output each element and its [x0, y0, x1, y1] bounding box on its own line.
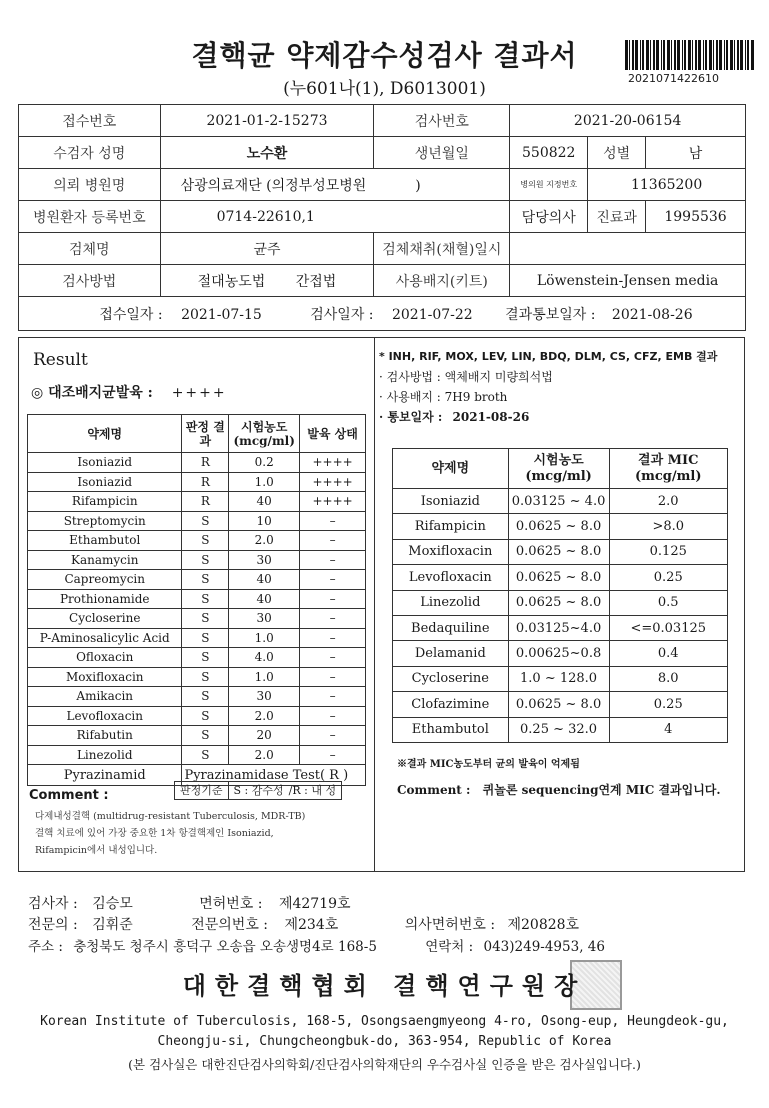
mic-cell-mic: 0.25	[609, 692, 728, 717]
mic-cell-mic: >8.0	[609, 514, 728, 539]
mic-col-range: 시험농도 (mcg/ml)	[508, 449, 609, 489]
mic-cell-drug: Isoniazid	[393, 489, 509, 514]
mic-cell-range: 0.03125 ~ 4.0	[508, 489, 609, 514]
table-row	[393, 565, 728, 590]
cell-conc: 10	[229, 511, 300, 531]
table-row	[28, 726, 366, 746]
received-label: 접수일자 :	[99, 306, 163, 323]
barcode-bar	[745, 40, 746, 70]
cell-conc: 40	[229, 492, 300, 512]
footer-examiner-row	[28, 893, 351, 913]
cell-drug: Streptomycin	[28, 511, 182, 531]
cell-result: S	[182, 648, 229, 668]
barcode-bar	[740, 40, 743, 70]
table-row	[28, 745, 366, 765]
cell-conc: 40	[229, 589, 300, 609]
barcode-image	[625, 40, 755, 70]
cell-result: S	[182, 687, 229, 707]
barcode-bar	[737, 40, 739, 70]
specialist-label: 전문의 :	[28, 917, 78, 933]
cell-conc: 30	[229, 687, 300, 707]
mic-col-result: 결과 MIC (mcg/ml)	[609, 449, 728, 489]
test-no-label: 검사번호	[374, 105, 510, 137]
mic-note: ※결과 MIC농도부터 균의 발육이 억제됨	[397, 759, 580, 770]
barcode-bar	[635, 40, 638, 70]
cell-drug: Cycloserine	[28, 609, 182, 629]
cell-drug: Moxifloxacin	[28, 667, 182, 687]
footer-specialist-row	[28, 914, 579, 934]
method-indirect: 간접법	[295, 273, 337, 290]
mic-cell-mic: 0.4	[609, 641, 728, 666]
barcode-bar	[692, 40, 693, 70]
reception-no: 2021-01-2-15273	[160, 105, 374, 137]
reported-date: 2021-08-26	[611, 306, 693, 323]
specialist-name: 김휘준	[92, 917, 133, 933]
control-growth	[31, 382, 227, 402]
address-en-line1: Korean Institute of Tuberculosis, 168-5, Osongsaengmyeong 4-ro, Osong-eup, Heungdeok-gu,	[40, 1014, 729, 1029]
table-row	[28, 550, 366, 570]
mic-method: · 검사방법 : 액체배지 미량희석법	[379, 370, 553, 384]
cell-conc: 0.2	[229, 453, 300, 473]
doctor-cell	[510, 201, 588, 233]
panel-divider	[374, 338, 375, 871]
cell-growth: –	[300, 570, 366, 590]
table-row	[393, 692, 728, 717]
left-comment-text	[35, 808, 365, 859]
hospital: 삼광의료재단 (의정부성모병원 )	[160, 169, 510, 201]
header-table	[18, 104, 746, 331]
table-row	[393, 539, 728, 564]
cell-drug: Levofloxacin	[28, 706, 182, 726]
cell-drug: Kanamycin	[28, 550, 182, 570]
cell-result: S	[182, 628, 229, 648]
control-growth-label: ◎ 대조배지균발육 :	[31, 385, 153, 401]
barcode-bar	[730, 40, 733, 70]
cell-drug: Isoniazid	[28, 453, 182, 473]
cell-drug: Linezolid	[28, 745, 182, 765]
col-result: 판정 결과	[182, 415, 229, 453]
reported-label: 결과통보일자 :	[505, 306, 596, 323]
patient-reg-label: 병원환자 등록번호	[19, 201, 161, 233]
test-no: 2021-20-06154	[510, 105, 746, 137]
col-drug: 약제명	[28, 415, 182, 453]
method-label: 검사방법	[19, 265, 161, 297]
barcode-bar	[695, 40, 697, 70]
cell-drug: P-Aminosalicylic Acid	[28, 628, 182, 648]
mic-cell-mic: 8.0	[609, 666, 728, 691]
table-row	[28, 531, 366, 551]
cell-conc: 20	[229, 726, 300, 746]
cell-growth: –	[300, 726, 366, 746]
barcode-bar	[688, 40, 691, 70]
mic-cell-drug: Linezolid	[393, 590, 509, 615]
pza-drug: Pyrazinamid	[28, 765, 182, 786]
barcode-bar	[642, 40, 644, 70]
mic-cell-drug: Ethambutol	[393, 717, 509, 742]
mic-comment-label: Comment :	[397, 783, 471, 797]
cell-result: S	[182, 570, 229, 590]
certification-note: (본 검사실은 대한진단검사의학회/진단검사의학재단의 우수검사실 인증을 받은 검사실입니다.)	[128, 1057, 641, 1072]
method-absolute: 절대농도법	[197, 273, 266, 290]
mic-cell-drug: Rifampicin	[393, 514, 509, 539]
mic-drug-list: * INH, RIF, MOX, LEV, LIN, BDQ, DLM, CS, CFZ, EMB 결과	[379, 350, 718, 363]
cell-result: S	[182, 609, 229, 629]
specialist-no-label: 전문의번호 :	[191, 917, 269, 933]
cell-result: R	[182, 472, 229, 492]
barcode-bar	[640, 40, 641, 70]
table-row	[393, 615, 728, 640]
dob: 550822	[510, 137, 588, 169]
cell-conc: 30	[229, 550, 300, 570]
table-row	[28, 472, 366, 492]
cell-drug: Prothionamide	[28, 589, 182, 609]
cell-growth: –	[300, 648, 366, 668]
mic-cell-mic: 4	[609, 717, 728, 742]
medium: Löwenstein-Jensen media	[510, 265, 746, 297]
barcode-bar	[671, 40, 672, 70]
cell-result: S	[182, 726, 229, 746]
collection	[510, 233, 746, 265]
mic-cell-mic: 0.5	[609, 590, 728, 615]
cell-result: S	[182, 706, 229, 726]
pza-result: Pyrazinamidase Test( R )	[182, 765, 366, 786]
control-growth-value: ++++	[171, 385, 227, 401]
dept: 1995536	[646, 201, 746, 233]
cell-conc: 1.0	[229, 628, 300, 648]
table-row	[28, 706, 366, 726]
barcode-bar	[650, 40, 651, 70]
mic-cell-drug: Cycloserine	[393, 666, 509, 691]
table-row	[393, 666, 728, 691]
tested-date: 2021-07-22	[391, 306, 473, 323]
collection-label: 검체채취(채혈)일시	[374, 233, 510, 265]
contact-label: 연락처 :	[425, 939, 474, 955]
cell-growth: –	[300, 706, 366, 726]
cell-result: S	[182, 511, 229, 531]
reception-no-label: 접수번호	[19, 105, 161, 137]
address-label: 주소 :	[28, 939, 63, 955]
cell-growth: ++++	[300, 453, 366, 473]
cell-growth: –	[300, 667, 366, 687]
hospital-label: 의뢰 병원명	[19, 169, 161, 201]
cell-conc: 2.0	[229, 745, 300, 765]
mic-comment-text: 퀴놀론 sequencing연계 MIC 결과입니다.	[482, 783, 721, 797]
mic-cell-range: 0.25 ~ 32.0	[508, 717, 609, 742]
barcode-number: 2021071422610	[628, 72, 719, 85]
cell-growth: –	[300, 511, 366, 531]
barcode-bar	[747, 40, 749, 70]
col-growth: 발육 상태	[300, 415, 366, 453]
barcode-bar	[663, 40, 665, 70]
barcode-bar	[632, 40, 634, 70]
mic-medium: · 사용배지 : 7H9 broth	[379, 390, 508, 404]
mic-report-date-row	[379, 408, 529, 425]
barcode-bar	[661, 40, 662, 70]
dept-label: 진료과	[588, 201, 646, 233]
mic-cell-range: 0.0625 ~ 8.0	[508, 539, 609, 564]
barcode-bar	[719, 40, 722, 70]
comment-line: 다제내성결핵 (multidrug-resistant Tuberculosis, MDR-TB)	[35, 811, 306, 822]
cell-conc: 1.0	[229, 667, 300, 687]
result-box	[18, 337, 745, 872]
cell-drug: Isoniazid	[28, 472, 182, 492]
mic-col-drug: 약제명	[393, 449, 509, 489]
cell-growth: –	[300, 531, 366, 551]
dates-row	[19, 297, 746, 331]
table-row	[28, 492, 366, 512]
mic-cell-mic: 0.125	[609, 539, 728, 564]
barcode-bar	[656, 40, 659, 70]
address: 충청북도 청주시 흥덕구 오송읍 오송생명4로 168-5	[73, 939, 377, 955]
barcode-bar	[713, 40, 714, 70]
table-row	[28, 687, 366, 707]
left-comment-label: Comment :	[29, 788, 109, 803]
mic-comment	[397, 781, 721, 798]
barcode-bar	[625, 40, 628, 70]
mic-cell-range: 0.00625~0.8	[508, 641, 609, 666]
examiner-name: 김승모	[92, 896, 133, 912]
susceptibility-table	[27, 414, 366, 786]
table-row	[28, 453, 366, 473]
method-cell	[160, 265, 374, 297]
mic-cell-drug: Bedaquiline	[393, 615, 509, 640]
mic-cell-drug: Levofloxacin	[393, 565, 509, 590]
doctor-license-no: 제20828호	[507, 917, 580, 933]
table-row	[28, 667, 366, 687]
barcode-bar	[667, 40, 670, 70]
specimen-label: 검체명	[19, 233, 161, 265]
barcode-bar	[698, 40, 701, 70]
criteria-box	[174, 781, 342, 800]
medium-label: 사용배지(키트)	[374, 265, 510, 297]
cell-growth: ++++	[300, 472, 366, 492]
cell-growth: –	[300, 745, 366, 765]
barcode-bar	[716, 40, 718, 70]
cell-drug: Ofloxacin	[28, 648, 182, 668]
cell-drug: Capreomycin	[28, 570, 182, 590]
tested-label: 검사일자 :	[310, 306, 374, 323]
mic-cell-drug: Moxifloxacin	[393, 539, 509, 564]
sex: 남	[646, 137, 746, 169]
cell-growth: –	[300, 609, 366, 629]
institute-name: 대한결핵협회 결핵연구원장	[182, 971, 587, 1000]
barcode-bar	[684, 40, 686, 70]
patient-name-label: 수검자 성명	[19, 137, 161, 169]
hospital-code: 11365200	[588, 169, 746, 201]
barcode-bar	[709, 40, 712, 70]
cell-growth: –	[300, 550, 366, 570]
cell-growth: ++++	[300, 492, 366, 512]
barcode-bar	[724, 40, 725, 70]
comment-line: 결핵 치료에 있어 가장 중요한 1차 항결핵제인 Isoniazid,	[35, 828, 274, 839]
mic-report-date: 2021-08-26	[452, 410, 530, 424]
barcode-bar	[677, 40, 680, 70]
cell-conc: 30	[229, 609, 300, 629]
barcode-bar	[705, 40, 707, 70]
contact: 043)249-4953, 46	[483, 939, 605, 955]
cell-drug: Rifabutin	[28, 726, 182, 746]
table-row	[393, 514, 728, 539]
mic-cell-range: 0.03125~4.0	[508, 615, 609, 640]
cell-conc: 4.0	[229, 648, 300, 668]
comment-line: Rifampicin에서 내성입니다.	[35, 845, 158, 856]
specialist-no: 제234호	[284, 917, 339, 933]
cell-drug: Rifampicin	[28, 492, 182, 512]
cell-conc: 2.0	[229, 531, 300, 551]
table-row	[393, 641, 728, 666]
barcode-bar	[653, 40, 655, 70]
barcode-bar	[726, 40, 728, 70]
sex-label: 성별	[588, 137, 646, 169]
address-en-line2: Cheongju-si, Chungcheongbuk-do, 363-954, Republic of Korea	[157, 1034, 612, 1049]
specimen: 균주	[160, 233, 374, 265]
result-heading: Result	[33, 350, 88, 370]
cell-result: S	[182, 745, 229, 765]
cell-result: S	[182, 531, 229, 551]
criteria-s: S : 감수성	[228, 782, 289, 799]
mic-cell-range: 0.0625 ~ 8.0	[508, 590, 609, 615]
col-conc: 시험농도 (mcg/ml)	[229, 415, 300, 453]
barcode-bar	[734, 40, 735, 70]
cell-result: S	[182, 550, 229, 570]
table-row	[28, 589, 366, 609]
table-row	[28, 648, 366, 668]
cell-result: R	[182, 453, 229, 473]
table-row	[28, 511, 366, 531]
cell-conc: 2.0	[229, 706, 300, 726]
patient-reg: 0714-22610,1	[160, 201, 510, 233]
cell-result: S	[182, 667, 229, 687]
barcode-bar	[674, 40, 676, 70]
mic-cell-mic: 0.25	[609, 565, 728, 590]
cell-result: R	[182, 492, 229, 512]
table-row	[28, 628, 366, 648]
doctor-license-label: 의사면허번호 :	[404, 917, 496, 933]
barcode-bar	[682, 40, 683, 70]
received-date: 2021-07-15	[181, 306, 262, 323]
table-row	[393, 717, 728, 742]
cell-drug: Amikacin	[28, 687, 182, 707]
mic-cell-mic: 2.0	[609, 489, 728, 514]
footer-address-row	[28, 935, 605, 955]
table-row	[393, 489, 728, 514]
cell-conc: 40	[229, 570, 300, 590]
cell-result: S	[182, 589, 229, 609]
doctor-label: 담당의사	[521, 209, 576, 226]
cell-conc: 1.0	[229, 472, 300, 492]
page-title: 결핵균 약제감수성검사 결과서	[191, 39, 578, 72]
cell-growth: –	[300, 628, 366, 648]
page-subtitle: (누601나(1), D6013001)	[283, 79, 486, 99]
patient-name: 노수환	[160, 137, 374, 169]
cell-growth: –	[300, 589, 366, 609]
dob-label: 생년월일	[374, 137, 510, 169]
mic-cell-range: 0.0625 ~ 8.0	[508, 692, 609, 717]
barcode-bar	[703, 40, 704, 70]
hospital-code-label: 병의원 지정번호	[510, 169, 588, 201]
criteria-label: 판정기준	[180, 784, 223, 797]
license-no: 제42719호	[278, 896, 351, 912]
cell-growth: –	[300, 687, 366, 707]
mic-cell-drug: Delamanid	[393, 641, 509, 666]
barcode-bar	[751, 40, 754, 70]
criteria-r: /R : 내 성	[288, 784, 337, 797]
table-row	[28, 570, 366, 590]
license-label: 면허번호 :	[199, 896, 263, 912]
examiner-label: 검사자 :	[28, 896, 78, 912]
mic-cell-range: 1.0 ~ 128.0	[508, 666, 609, 691]
table-row	[28, 609, 366, 629]
cell-drug: Ethambutol	[28, 531, 182, 551]
table-row	[393, 590, 728, 615]
mic-cell-range: 0.0625 ~ 8.0	[508, 565, 609, 590]
mic-cell-drug: Clofazimine	[393, 692, 509, 717]
barcode-bar	[646, 40, 649, 70]
mic-report-label: · 통보일자 :	[379, 410, 443, 424]
mic-cell-mic: <=0.03125	[609, 615, 728, 640]
mic-cell-range: 0.0625 ~ 8.0	[508, 514, 609, 539]
mic-table	[392, 448, 728, 743]
barcode-bar	[629, 40, 630, 70]
